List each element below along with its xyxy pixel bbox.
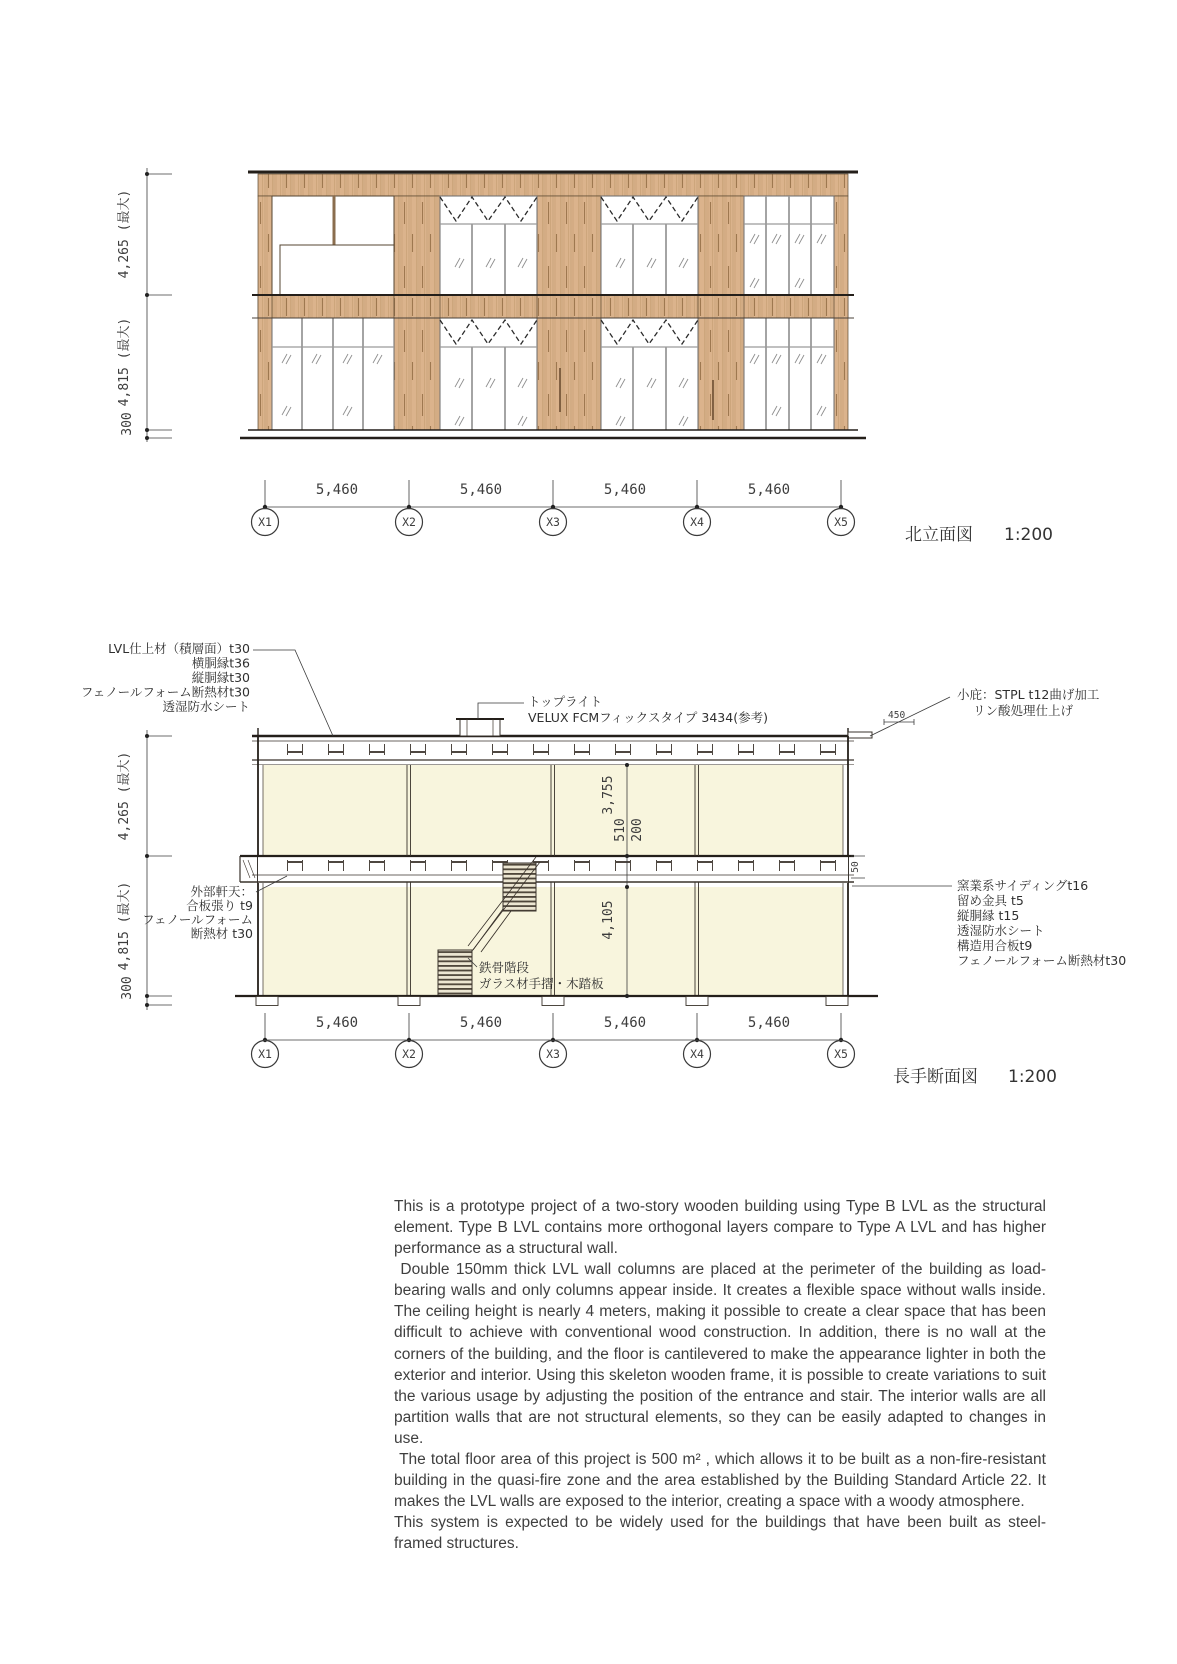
- callout-line: フェノールフォーム断熱材t30: [80, 684, 250, 700]
- grid-label: X4: [690, 1047, 704, 1061]
- section-grid-dimensions: [252, 1013, 855, 1068]
- callout-line: 留め金具 t5: [957, 893, 1024, 908]
- callout-line: 外部軒天：: [190, 884, 253, 899]
- dim-label: 4,265 (最大): [117, 189, 132, 279]
- callout-line: フェノールフォーム: [142, 912, 253, 927]
- callout-line: トップライト: [528, 694, 603, 709]
- callout-line: ガラス材手摺・木踏板: [479, 976, 604, 991]
- dim-label: 3,755: [601, 775, 616, 815]
- dim-label: 200: [630, 818, 645, 842]
- window: [440, 318, 537, 430]
- wood-pier: [834, 196, 848, 430]
- span-label: 5,460: [603, 1015, 647, 1031]
- callout-line: 窯業系サイディングt16: [957, 878, 1089, 893]
- project-description: [394, 1196, 1051, 1554]
- dim-label: 50: [850, 861, 861, 873]
- dim-label: 300: [120, 412, 135, 436]
- canopy-plate: [848, 732, 872, 738]
- callout-line: 小庇：STPL t12曲げ加工: [957, 687, 1100, 702]
- section-title: 長手断面図: [893, 1067, 978, 1087]
- grid-label: X5: [834, 515, 848, 529]
- span-label: 5,460: [747, 482, 791, 498]
- grid-label: X4: [690, 515, 704, 529]
- span-label: 5,460: [747, 1015, 791, 1031]
- grid-label: X1: [258, 1047, 272, 1061]
- dim-label: 4,105: [601, 900, 616, 940]
- callout-line: VELUX FCMフィックスタイプ 3434(参考): [528, 710, 768, 725]
- window: [744, 196, 834, 295]
- callout-line: 縦胴縁 t15: [957, 908, 1020, 923]
- section-scale: 1:200: [1008, 1067, 1057, 1087]
- callout-line: 構造用合板t9: [957, 938, 1033, 953]
- footings: [256, 997, 848, 1006]
- dim-label: 450: [888, 710, 906, 721]
- span-label: 5,460: [603, 482, 647, 498]
- callout-line: LVL仕上材（積層面）t30: [108, 641, 250, 656]
- grid-label: X3: [546, 1047, 560, 1061]
- elevation-left-dimensions: [116, 168, 172, 442]
- balcony-bay: [272, 196, 394, 295]
- grid-label: X2: [402, 515, 416, 529]
- window: [440, 196, 537, 295]
- grid-label: X2: [402, 1047, 416, 1061]
- description-paragraph: This system is expected to be widely used for the buildings that have been built as steel-framed structures.: [394, 1514, 1046, 1553]
- north-elevation-drawing: [0, 130, 1177, 570]
- section-left-dimensions: [116, 730, 172, 1010]
- window: [601, 318, 698, 430]
- wood-pier: [537, 196, 601, 430]
- callout-line: リン酸処理仕上げ: [973, 703, 1074, 718]
- callout-line: 横胴縁t36: [191, 655, 250, 671]
- callout-skylight: [478, 694, 768, 725]
- wood-pier: [394, 196, 440, 430]
- eaves-soffit: [240, 856, 255, 882]
- grid-label: X3: [546, 515, 560, 529]
- wood-pier: [258, 196, 272, 430]
- callout-line: 断熱材 t30: [190, 926, 253, 941]
- callout-line: 縦胴縁t30: [191, 670, 250, 685]
- wood-fascia: [258, 174, 848, 196]
- description-paragraph: Double 150mm thick LVL wall columns are placed at the perimeter of the building as load-bearing walls and only columns appear inside. It creates a flexible space without walls inside. The ceiling height is nearly 4 meters, making it possible to create a clear space that has been difficult to achieve with conventional wood construction. In addition, there is no wall at the corners of the building, and the floor is cantilevered to make the appearance lighter in both the exterior and interior. Using this skeleton wooden frame, it is possible to create variations to suit the various usage by adjusting the position of the entrance and stair. The interior walls are all partition walls that are not structural elements, so they can be easily adapted to changes in use.: [394, 1261, 1051, 1447]
- dim-label: 4,815 (最大): [117, 881, 132, 971]
- dim-label: 510: [613, 818, 628, 842]
- dim-label: 300: [120, 976, 135, 1000]
- callout-line: 合板張り t9: [186, 898, 253, 913]
- callout-line: 透湿防水シート: [957, 923, 1045, 938]
- section-building: [235, 719, 878, 1006]
- description-paragraph: The total floor area of this project is 500 m² , which allows it to be built as a non-fire-resistant building in the quasi-fire zone and the area established by the Building Standard Article 22. It makes the LVL walls are exposed to the interior, creating a space with a woody atmosphere.: [394, 1450, 1051, 1511]
- description-paragraph: This is a prototype project of a two-story wooden building using Type B LVL as the structural element. Type B LVL contains more orthogonal layers compare to Type A LVL and has higher performance as a structural wall.: [394, 1198, 1051, 1258]
- elevation-scale: 1:200: [1004, 525, 1053, 545]
- span-label: 5,460: [315, 482, 359, 498]
- wood-pier: [698, 196, 744, 430]
- callout-line: 透湿防水シート: [162, 699, 250, 714]
- window: [272, 318, 394, 430]
- callout-line: 鉄骨階段: [479, 960, 530, 975]
- callout-wall-top: [81, 641, 333, 736]
- elevation-grid-dimensions: [252, 480, 855, 536]
- window: [744, 318, 834, 430]
- grid-label: X1: [258, 515, 272, 529]
- longitudinal-section-drawing: [0, 620, 1177, 1090]
- span-label: 5,460: [459, 1015, 503, 1031]
- grid-label: X5: [834, 1047, 848, 1061]
- skylight: [456, 719, 504, 736]
- span-label: 5,460: [459, 482, 503, 498]
- callout-line: フェノールフォーム断熱材t30: [957, 953, 1127, 968]
- window: [601, 196, 698, 295]
- dim-label: 4,265 (最大): [117, 751, 132, 841]
- span-label: 5,460: [315, 1015, 359, 1031]
- facade: [240, 172, 866, 438]
- callout-siding: [852, 878, 1126, 968]
- elevation-title: 北立面図: [905, 525, 973, 545]
- dim-label: 4,815 (最大): [117, 317, 132, 407]
